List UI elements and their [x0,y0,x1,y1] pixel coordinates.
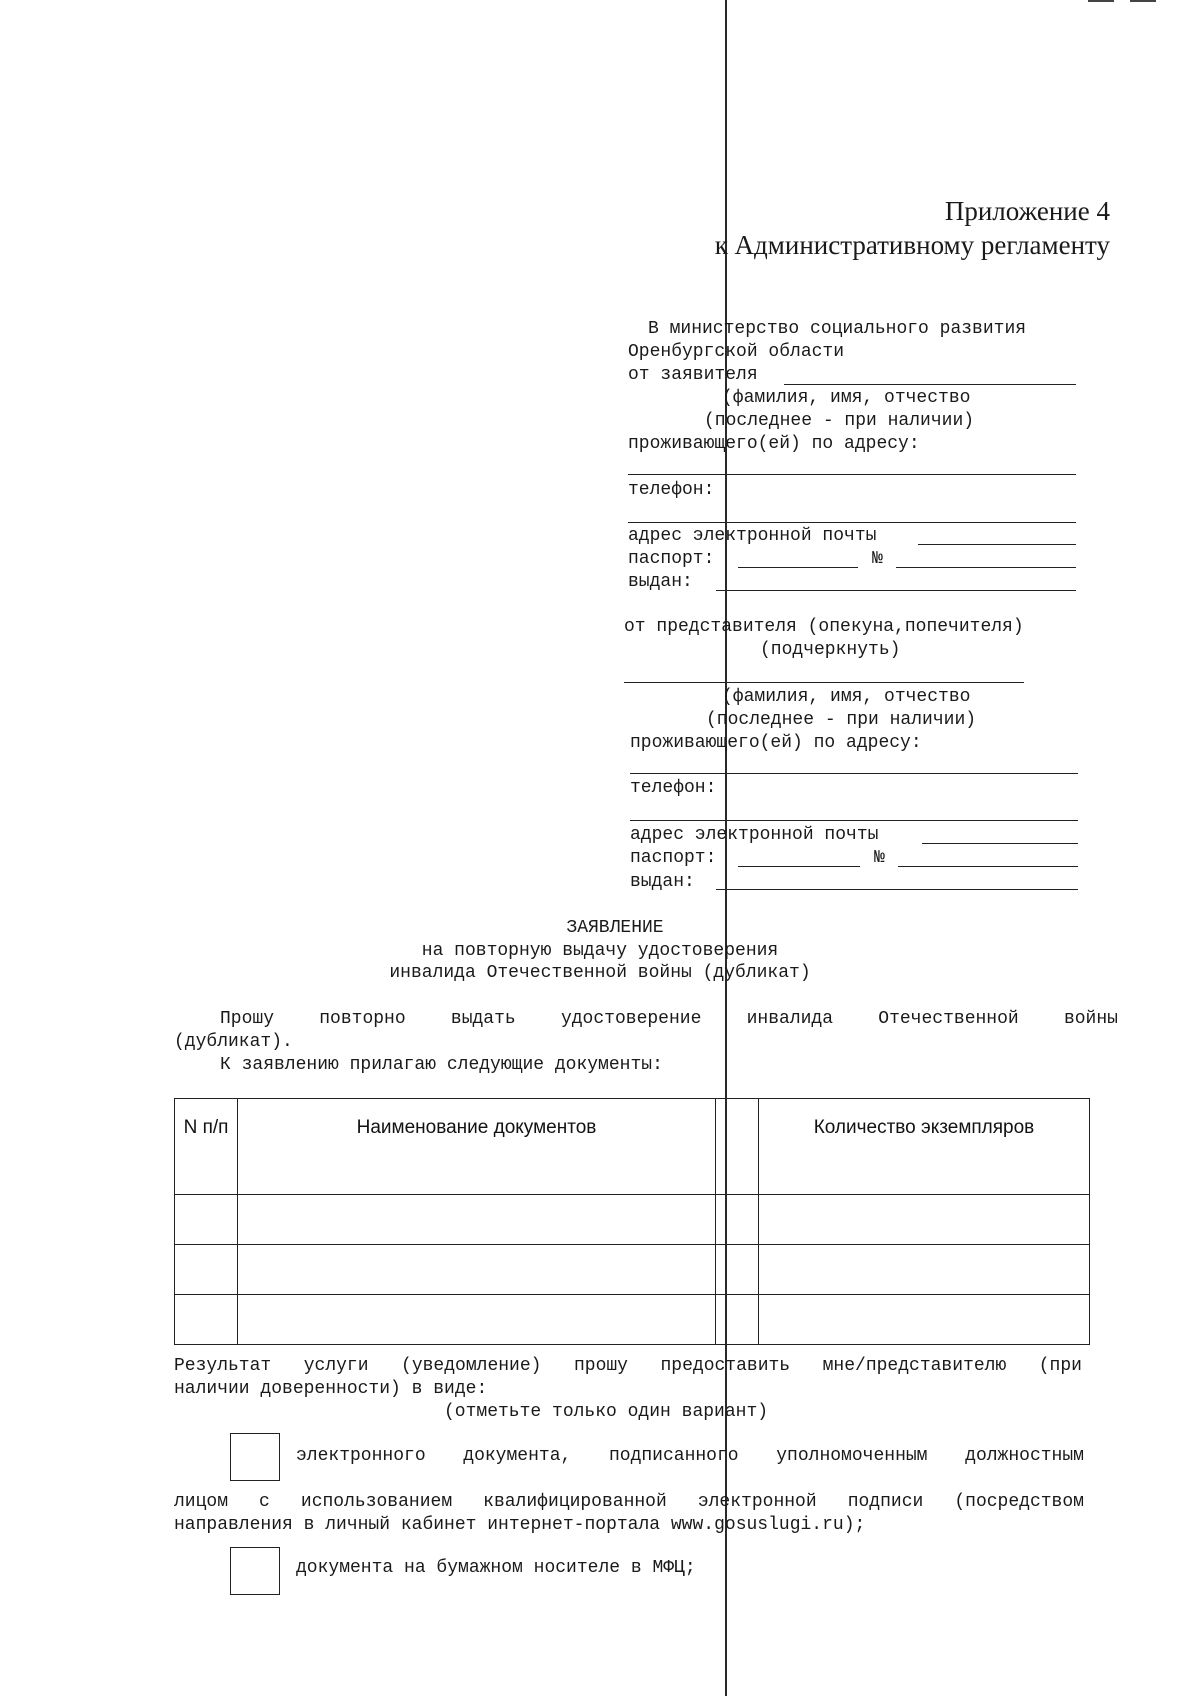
rep-passport-number-field[interactable] [898,866,1078,867]
representative-label: от представителя (опекуна,попечителя) [624,617,1024,637]
option1-word: должностным [965,1446,1084,1466]
passport-number-field[interactable] [896,567,1076,568]
rep-passport-number-sign: № [874,848,885,868]
rep-fio-hint: (фамилия, имя, отчество [722,687,971,707]
request-word: Прошу [220,1009,275,1029]
rep-phone-label: телефон: [630,778,717,798]
request-word: войны [1063,1009,1118,1029]
rep-address-field[interactable] [630,773,1078,774]
request-word: выдать [450,1009,516,1029]
option1-word: подписанного [608,1446,739,1466]
request-word: удостоверение [560,1009,702,1029]
underline-hint: (подчеркнуть) [760,640,901,660]
documents-table [174,1098,1090,1345]
option1-word: использованием [300,1492,453,1512]
table-cell[interactable] [759,1295,1090,1345]
addressee-line2: Оренбургской области [628,342,845,362]
representative-name-field[interactable] [624,682,1024,683]
option1-word: подписи [847,1492,924,1512]
issued-field[interactable] [716,590,1076,591]
table-cell[interactable] [238,1195,716,1245]
table-cell[interactable] [716,1245,759,1295]
table-header-row [175,1099,1090,1195]
rep-fio-hint-2: (последнее - при наличии) [706,710,977,730]
result-word: предоставить [660,1356,791,1376]
result-line-1 [174,1355,1082,1377]
statement-title: ЗАЯВЛЕНИЕ [566,918,664,938]
table-row[interactable] [175,1195,1090,1245]
rep-residing-label: проживающего(ей) по адресу: [630,733,922,753]
table-cell[interactable] [238,1245,716,1295]
rep-issued-field[interactable] [716,889,1078,890]
result-word: (при [1038,1356,1082,1376]
request-line [220,1008,1118,1030]
option1-word: электронного [296,1446,426,1466]
rep-email-label: адрес электронной почты [630,825,879,845]
address-field[interactable] [628,474,1076,475]
result-word: (уведомление) [401,1356,542,1376]
paper-document-checkbox[interactable] [230,1547,280,1595]
table-row[interactable] [175,1295,1090,1345]
option1-word: с [259,1492,270,1512]
option1-word: квалифицированной [483,1492,667,1512]
table-cell[interactable] [759,1245,1090,1295]
rep-phone-field[interactable] [630,820,1078,821]
result-word: услуги [303,1356,369,1376]
request-word: Отечественной [878,1009,1019,1029]
phone-label: телефон: [628,480,715,500]
rep-email-field[interactable] [922,843,1078,844]
table-cell[interactable] [175,1245,238,1295]
email-field[interactable] [918,544,1076,545]
result-word: прошу [573,1356,628,1376]
header-document-name: Наименование документов [238,1099,716,1195]
table-cell[interactable] [759,1195,1090,1245]
rep-issued-label: выдан: [630,872,695,892]
fio-hint-2: (последнее - при наличии) [704,411,975,431]
table-cell[interactable] [238,1295,716,1345]
fio-hint: (фамилия, имя, отчество [722,388,971,408]
result-word: мне/представителю [822,1356,1007,1376]
header-number: N п/п [175,1099,238,1195]
regulation-subtitle: к Административному регламенту [714,230,1110,260]
statement-subtitle-1: на повторную выдачу удостоверения [421,941,779,961]
option1-word: уполномоченным [776,1446,928,1466]
from-applicant-label: от заявителя [628,365,758,385]
electronic-document-checkbox[interactable] [230,1433,280,1481]
option1-word: лицом [174,1492,229,1512]
option1-line-3: направления в личный кабинет интернет-портала www.gosuslugi.ru); [174,1515,866,1535]
email-label: адрес электронной почты [628,526,877,546]
option1-word: (посредством [954,1492,1084,1512]
table-cell[interactable] [175,1195,238,1245]
header-spacer [716,1099,759,1195]
issued-label: выдан: [628,572,693,592]
result-word: Результат [174,1356,272,1376]
passport-number-sign: № [872,549,883,569]
option2-label: документа на бумажном носителе в МФЦ; [296,1558,696,1578]
table-cell[interactable] [716,1195,759,1245]
header-copies: Количество экземпляров [759,1099,1090,1195]
applicant-name-field[interactable] [784,384,1076,385]
appendix-title: Приложение 4 [944,196,1110,226]
residing-label: проживающего(ей) по адресу: [628,434,920,454]
scan-artifact-dash [1088,0,1114,2]
option1-word: документа, [463,1446,572,1466]
attach-label: К заявлению прилагаю следующие документы: [220,1055,663,1075]
rep-passport-label: паспорт: [630,848,717,868]
request-end: (дубликат). [174,1032,293,1052]
request-word: инвалида [746,1009,834,1029]
table-row[interactable] [175,1245,1090,1295]
option1-line-2 [174,1491,1084,1513]
rep-passport-series-field[interactable] [738,866,860,867]
statement-subtitle-2: инвалида Отечественной войны (дубликат) [389,963,811,983]
passport-series-field[interactable] [738,567,858,568]
result-hint: (отметьте только один вариант) [444,1402,769,1422]
option1-word: электронной [697,1492,817,1512]
table-cell[interactable] [716,1295,759,1345]
result-line-2: наличии доверенности) в виде: [174,1379,488,1399]
table-cell[interactable] [175,1295,238,1345]
addressee-line1: В министерство социального развития [648,319,1027,339]
passport-label: паспорт: [628,549,715,569]
scan-artifact-dash [1130,0,1156,2]
phone-field[interactable] [628,522,1076,523]
request-word: повторно [319,1009,406,1029]
option1-line-1 [296,1445,1084,1467]
